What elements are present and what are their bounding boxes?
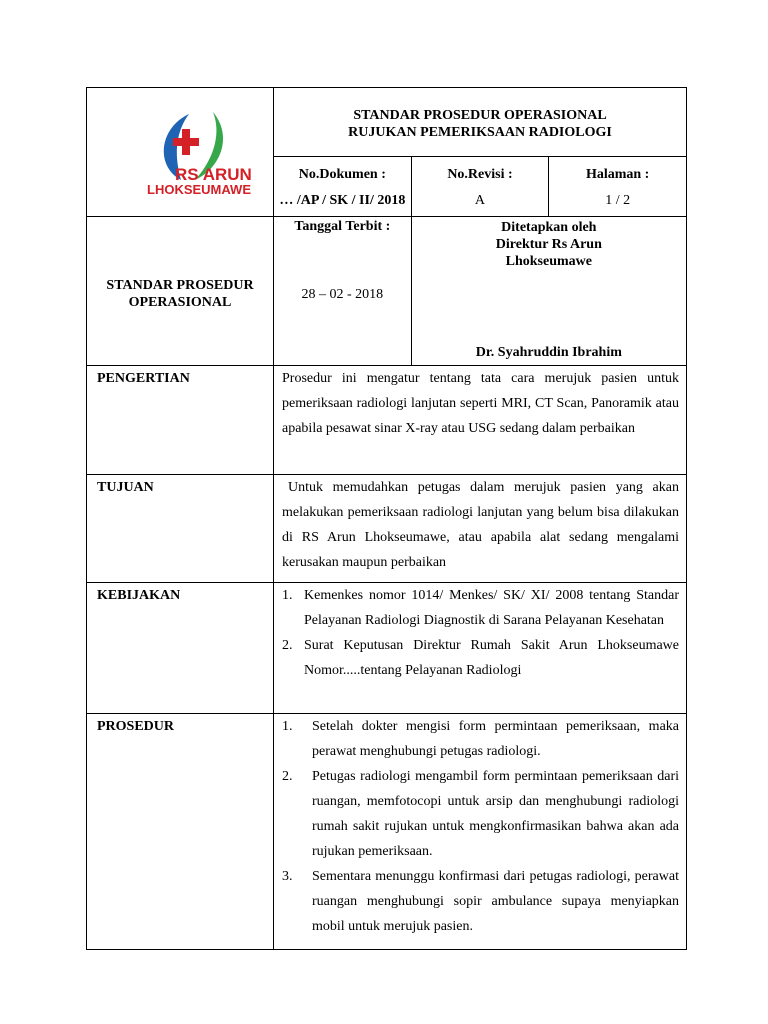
tujuan-body	[274, 475, 687, 583]
logo-text-line2: LHOKSEUMAWE	[147, 182, 251, 197]
list-item-number: 2.	[282, 638, 293, 653]
ditetapkan-cell	[411, 217, 686, 366]
no-revisi-cell	[411, 157, 549, 217]
logo-text-line1: RS ARUN	[175, 165, 252, 184]
hospital-logo	[137, 108, 257, 200]
kebijakan-body	[274, 583, 687, 714]
prosedur-list	[282, 714, 679, 939]
no-dokumen-value: … /AP / SK / II/ 2018	[279, 193, 406, 209]
list-item-number: 1.	[282, 588, 293, 603]
list-item-text: Kemenkes nomor 1014/ Menkes/ SK/ XI/ 2008 tentang Standar Pelayanan Radiologi Diagnostik di Sarana Pelayanan Kesehatan	[304, 588, 679, 628]
prosedur-label: PROSEDUR	[87, 714, 274, 950]
no-revisi-label: No.Revisi :	[447, 167, 513, 183]
title-line-1: STANDAR PROSEDUR OPERASIONAL	[353, 108, 607, 123]
pengertian-body	[274, 366, 687, 475]
document-title	[274, 88, 687, 157]
list-item	[282, 764, 679, 864]
list-item	[282, 714, 679, 764]
ditetapkan-line1: Ditetapkan oleh	[501, 220, 597, 235]
halaman-value: 1 / 2	[605, 193, 631, 209]
tujuan-label: TUJUAN	[87, 475, 274, 583]
list-item	[282, 864, 679, 939]
no-dokumen-cell	[274, 157, 412, 217]
pengertian-text: Prosedur ini mengatur tentang tata cara merujuk pasien untuk pemeriksaan radiologi lanjutan seperti MRI, CT Scan, Panoramik atau apabila pesawat sinar X-ray atau USG sedang dalam perbaikan	[282, 371, 679, 436]
logo-cell	[87, 88, 274, 217]
tujuan-text: Untuk memudahkan petugas dalam merujuk pasien yang akan melakukan pemeriksaan radiologi lanjutan yang belum bisa dilakukan di RS Arun Lhokseumawe, atau apabila alat sedang mengalami kerusakan maupun perbaikan	[282, 480, 679, 570]
list-item-number: 2.	[282, 769, 293, 784]
signatory-name: Dr. Syahruddin Ibrahim	[475, 345, 622, 360]
sop-label-line1: STANDAR PROSEDUR	[106, 278, 254, 293]
sop-label-cell	[87, 217, 274, 366]
prosedur-body	[274, 714, 687, 950]
list-item-text: Petugas radiologi mengambil form permintaan pemeriksaan dari ruangan, memfotocopi untuk arsip dan menghubungi radiologi rumah sakit rujukan untuk mengkonfirmasikan bahwa akan ada rujukan pemeriksaan.	[312, 769, 679, 859]
list-item	[282, 583, 679, 633]
pengertian-label: PENGERTIAN	[87, 366, 274, 475]
halaman-label: Halaman :	[585, 167, 650, 183]
halaman-cell	[549, 157, 687, 217]
sop-label-line2: OPERASIONAL	[128, 295, 232, 310]
list-item	[282, 633, 679, 683]
kebijakan-list	[282, 583, 679, 683]
list-item-number: 3.	[282, 869, 293, 884]
tanggal-terbit-cell	[274, 217, 412, 366]
ditetapkan-line2: Direktur Rs Arun	[495, 237, 602, 252]
sop-label	[87, 277, 273, 311]
kebijakan-label: KEBIJAKAN	[87, 583, 274, 714]
list-item-text: Sementara menunggu konfirmasi dari petugas radiologi, perawat ruangan menghubungi sopir ambulance supaya menyiapkan mobil untuk merujuk pasien.	[312, 869, 679, 934]
list-item-text: Setelah dokter mengisi form permintaan pemeriksaan, maka perawat menghubungi petugas radiologi.	[312, 719, 679, 759]
sop-document-table	[86, 87, 687, 950]
ditetapkan-label	[412, 219, 686, 270]
list-item-text: Surat Keputusan Direktur Rumah Sakit Arun Lhokseumawe Nomor.....tentang Pelayanan Radiologi	[304, 638, 679, 678]
no-revisi-value: A	[474, 193, 486, 209]
tanggal-terbit-label: Tanggal Terbit :	[294, 219, 391, 234]
title-line-2: RUJUKAN PEMERIKSAAN RADIOLOGI	[348, 125, 612, 140]
no-dokumen-label: No.Dokumen :	[298, 167, 386, 183]
ditetapkan-line3: Lhokseumawe	[505, 254, 592, 269]
list-item-number: 1.	[282, 719, 293, 734]
tanggal-terbit-value: 28 – 02 - 2018	[301, 287, 384, 302]
